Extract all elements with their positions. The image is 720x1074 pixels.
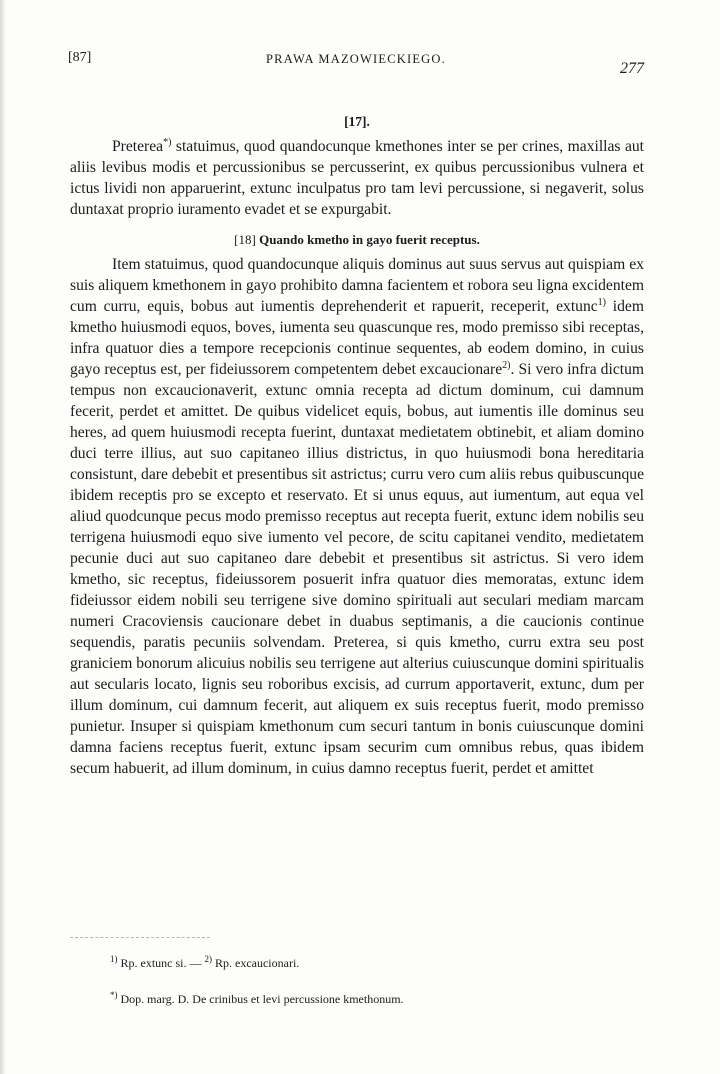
footnote-line-1: [110, 955, 630, 971]
footnotes: [110, 955, 630, 1027]
footnote-marker-2: 2): [502, 359, 511, 371]
section-18-number: [18]: [234, 232, 256, 247]
footnote-divider: [70, 937, 210, 938]
main-text: [70, 114, 644, 779]
section-18-text-3: . Si vero infra dictum tempus non excaucionaverit, extunc omnia recepta ad dictum dominum, cui damnum fecerit, perdet et amittet. De quibus videlicet equis, bobus, aut iumentis ille dominus seu heres, ad quem huiusmodi recepta fuerint, duntaxat medietatem obtinebit, et aliam domino duci terre illius, aut suo capitaneo illius districtus, in quo huiusmodi bona hereditaria consistunt, dare debebit et presentibus sit astrictus; curru vero cum aliis rebus quibuscunque ibidem receptis pro se excepto et reservato. Et si unus equus, aut iumentum, aut equa vel aliud quodcunque pecus modo premisso receptus aut recepta fuerit, extunc idem nobilis seu terrigena huiusmodi equo sive iumento vel pecore, de scitu capitanei vendito, medietatem pecunie duci aut suo capitaneo dare debebit et presentibus sit astrictus. Si vero idem kmetho, sic receptus, fideiussorem posuerit infra quatuor dies memoratas, extunc idem fideiussor eidem nobili seu terrigene sive domino spirituali aut seculari mediam marcam numeri Cracoviensis caucionare debet in duabus septimanis, a die caucionis continue sequendis, paratis pecuniis solvendam. Preterea, si quis kmetho, curru extra seu post graniciem bonorum alicuius nobilis seu terrigene aut alterius cuiuscunque domini spiritualis aut secularis locato, lignis seu roboribus excisis, ad currum apportaverit, extunc, dum per illum dominum, cui damnum fecerit, aut aliquem ex suis receptus fuerit, modo premisso punietur. Insuper si quispiam kmethonum cum securi tantum in bonis cuiuscunque domini damna faciens receptus fuerit, extunc ipsam securim cum omnibus rebus, quas ibidem secum habuerit, ad illum dominum, in cuius damno receptus fuerit, perdet et amittet: [70, 361, 644, 777]
section-17-number: [17].: [344, 114, 370, 129]
section-17-paragraph: [70, 136, 644, 220]
footnote-star-text: Dop. marg. D. De crinibus et levi percussione kmethonum.: [117, 992, 404, 1006]
footnote-1-mark: 1): [110, 954, 118, 964]
header-title: PRAWA MAZOWIECKIEGO.: [266, 52, 446, 66]
footnote-marker-1: 1): [597, 296, 607, 308]
scan-edge: [0, 0, 6, 1074]
header-left-ref: [87]: [68, 50, 92, 65]
section-18-heading: [70, 232, 644, 248]
footnote-marker-star: *): [163, 136, 172, 148]
section-18-text-1: Item statuimus, quod quandocunque aliquis dominus aut suus servus aut quispiam ex suis aliquem kmethonem in gayo prohibito damna facientem et robora seu ligna excidentem cum curru, equis, bobus aut iumentis deprehenderit et rapuerit, receperit, extunc: [70, 256, 644, 315]
section-18-title: Quando kmetho in gayo fuerit receptus.: [259, 232, 480, 247]
footnote-1-text: Rp. extunc si. —: [117, 956, 205, 970]
section-17-text-1: Preterea: [112, 138, 164, 155]
footnote-2-text: Rp. excaucionari.: [212, 956, 300, 970]
page-number: 277: [620, 60, 644, 77]
footnote-star-mark: *): [110, 990, 118, 1000]
running-head: [68, 48, 644, 78]
footnote-line-2: [110, 991, 630, 1007]
section-18-text-2: idem kmetho huiusmodi equos, boves, iumenta seu quascunque res, modo premisso sibi receptas, infra quatuor dies a tempore recepcionis continue sequentes, ab eodem domino, in cuius gayo receptus est, per fideiussorem competentem debet excaucionare: [70, 298, 644, 378]
section-17-text-2: statuimus, quod quandocunque kmethones inter se per crines, maxillas aut aliis levibus modis et percussionibus se percusserint, ex quibus percussionibus vulnera et ictus lividi non apparuerint, extunc inculpatus pro tam levi percussione, si negaverit, solus duntaxat proprio iuramento evadet et se expurgabit.: [70, 138, 644, 218]
section-18-paragraph: [70, 254, 644, 779]
footnote-2-mark: 2): [204, 954, 212, 964]
